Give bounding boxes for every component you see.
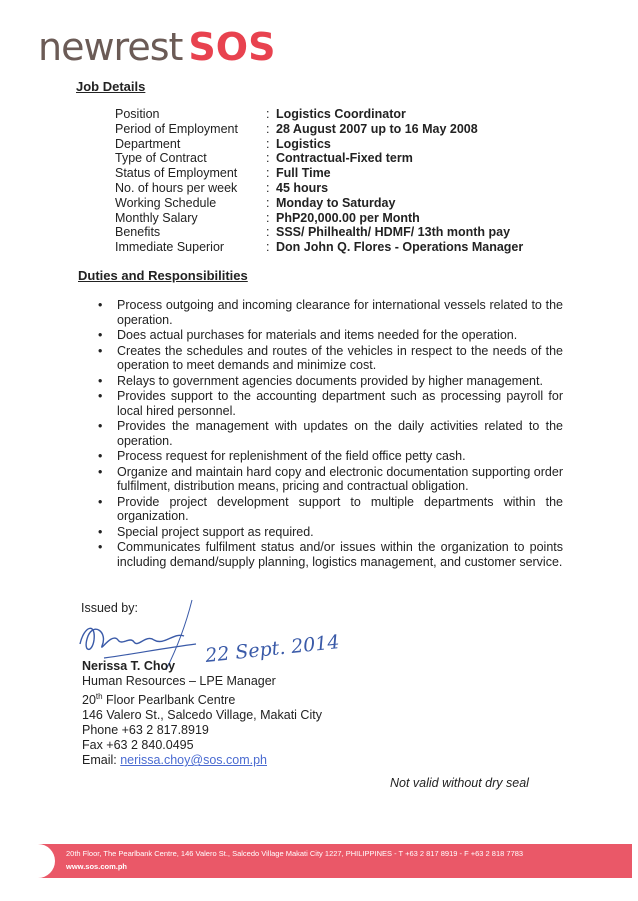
duty-text: Creates the schedules and routes of the vehicles in respect to the needs of the operation to meet demands and minimize cost. [117, 343, 563, 372]
signatory-title: Human Resources – LPE Manager [82, 674, 276, 688]
bullet-icon: • [98, 389, 103, 403]
duty-item [98, 298, 563, 327]
duty-text: Communicates fulfilment status and/or issues within the organization to points including demand/supply planning, logistics management, and customer service. [117, 540, 563, 569]
footer-address: 20th Floor, The Pearlbank Centre, 146 Valero St., Salcedo Village Makati City 1227, PHILIPPINES - T +63 2 817 8919 - F +63 2 818 7783 [66, 849, 524, 858]
detail-row [115, 196, 523, 211]
duties-heading: Duties and Responsibilities [78, 268, 248, 283]
duty-text: Does actual purchases for materials and items needed for the operation. [117, 328, 518, 342]
duty-text: Provides support to the accounting department such as processing payroll for local hired personnel. [117, 389, 563, 418]
signatory-fax: Fax +63 2 840.0495 [82, 738, 194, 753]
detail-separator: : [266, 240, 270, 255]
duty-text: Relays to government agencies documents provided by higher management. [117, 373, 543, 388]
bullet-icon: • [98, 524, 103, 539]
logo-wordmark: newrest [38, 25, 183, 69]
detail-row [115, 181, 523, 196]
bullet-icon: • [98, 343, 103, 358]
detail-label: Period of Employment [115, 121, 238, 136]
duty-text: Provides the management with updates on the daily activities related to the operation. [117, 419, 563, 448]
bullet-icon: • [98, 494, 103, 509]
detail-value: Don John Q. Flores - Operations Manager [276, 240, 524, 255]
detail-value: Logistics Coordinator [276, 107, 406, 121]
detail-separator: : [266, 225, 270, 240]
company-logo [38, 22, 276, 69]
duties-list [98, 298, 563, 570]
floor-rest: Floor Pearlbank Centre [102, 693, 236, 708]
detail-value: PhP20,000.00 per Month [276, 210, 420, 225]
email-label: Email: [82, 753, 121, 768]
detail-label: Department [115, 136, 181, 151]
detail-value: 45 hours [276, 180, 329, 195]
duty-text: Organize and maintain hard copy and electronic documentation supporting order fulfilment, distribution means, pricing and contractual obligation. [117, 464, 563, 493]
detail-value: Logistics [276, 136, 331, 151]
detail-label: Type of Contract [115, 151, 207, 166]
detail-row [115, 211, 523, 226]
detail-label: Monthly Salary [115, 210, 198, 225]
issued-by-label: Issued by: [81, 601, 138, 615]
job-details-table [115, 107, 523, 255]
duty-item [98, 449, 563, 464]
detail-label: No. of hours per week [115, 180, 238, 195]
duty-text: Process outgoing and incoming clearance for international vessels related to the operation. [117, 298, 563, 327]
detail-row [115, 166, 523, 181]
duty-item [98, 540, 563, 569]
duty-item [98, 374, 563, 389]
footer-website[interactable]: www.sos.com.ph [66, 862, 127, 871]
duty-text: Special project support as required. [117, 524, 314, 539]
floor-number: 20 [82, 693, 96, 708]
duty-item [98, 389, 563, 418]
bullet-icon: • [98, 540, 103, 554]
floor-suffix: th [95, 692, 103, 701]
signatory-address: 146 Valero St., Salcedo Village, Makati City [82, 708, 322, 723]
handwritten-date: 22 Sept. 2014 [204, 631, 341, 667]
detail-value: Monday to Saturday [276, 195, 396, 210]
detail-separator: : [266, 180, 270, 195]
signature-block [82, 659, 322, 768]
logo-brand: SOS [188, 25, 276, 69]
bullet-icon: • [98, 328, 103, 342]
signatory-phone: Phone +63 2 817.8919 [82, 723, 209, 738]
detail-separator: : [266, 107, 270, 121]
detail-value: Contractual-Fixed term [276, 151, 413, 166]
bullet-icon: • [98, 298, 103, 312]
signatory-email-row [82, 753, 322, 768]
detail-row [115, 151, 523, 166]
detail-separator: : [266, 136, 270, 151]
duty-item [98, 495, 563, 524]
detail-separator: : [266, 210, 270, 225]
detail-separator: : [266, 195, 270, 210]
duty-item [98, 344, 563, 373]
signatory-name: Nerissa T. Choy [82, 659, 176, 673]
bullet-icon: • [98, 419, 103, 433]
detail-label: Position [115, 107, 160, 121]
job-details-heading: Job Details [76, 79, 146, 94]
detail-separator: : [266, 151, 270, 166]
detail-separator: : [266, 121, 270, 136]
duty-item [98, 328, 563, 343]
detail-label: Benefits [115, 225, 161, 240]
detail-row [115, 122, 523, 137]
detail-label: Immediate Superior [115, 240, 225, 255]
detail-value: Full Time [276, 166, 331, 181]
duty-item [98, 525, 563, 540]
duty-item [98, 419, 563, 448]
email-link[interactable]: nerissa.choy@sos.com.ph [120, 753, 267, 768]
duty-item [98, 465, 563, 494]
duty-text: Process request for replenishment of the field office petty cash. [117, 449, 466, 463]
dry-seal-note: Not valid without dry seal [390, 776, 529, 790]
detail-row [115, 225, 523, 240]
detail-separator: : [266, 166, 270, 181]
bullet-icon: • [98, 464, 103, 479]
detail-value: SSS/ Philhealth/ HDMF/ 13th month pay [276, 225, 511, 240]
duty-text: Provide project development support to multiple departments within the organization. [117, 494, 563, 523]
bullet-icon: • [98, 373, 103, 388]
signatory-floor [82, 689, 322, 708]
detail-value: 28 August 2007 up to 16 May 2008 [276, 121, 478, 136]
footer-swoosh [15, 844, 55, 878]
detail-label: Status of Employment [115, 166, 238, 181]
bullet-icon: • [98, 449, 103, 463]
detail-row [115, 240, 523, 255]
detail-row [115, 137, 523, 152]
detail-row [115, 107, 523, 122]
detail-label: Working Schedule [115, 195, 217, 210]
